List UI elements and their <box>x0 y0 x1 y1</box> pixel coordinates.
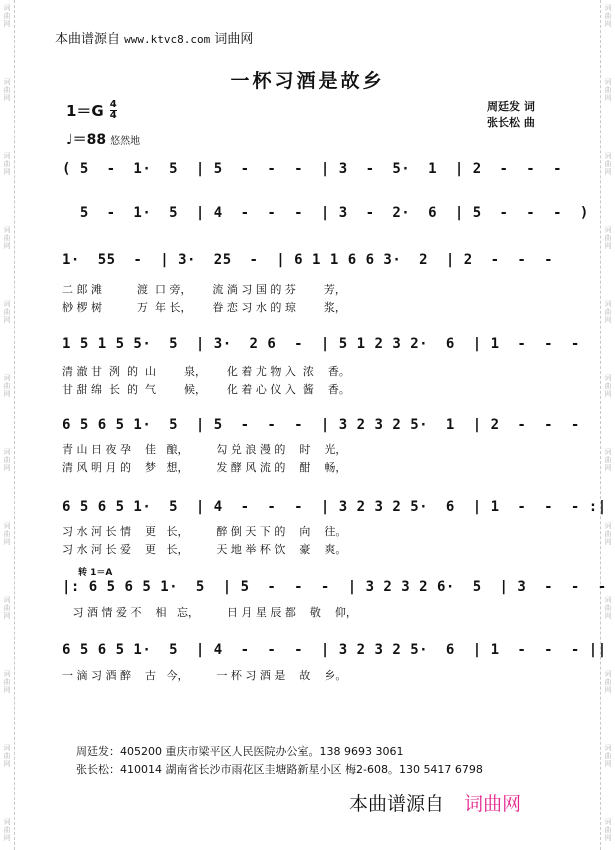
watermark-text: 词 曲 网 <box>604 522 612 546</box>
watermark-text: 词 曲 网 <box>604 670 612 694</box>
source-header <box>55 28 253 47</box>
watermark-text: 词 曲 网 <box>3 374 11 398</box>
watermark-text: 词 曲 网 <box>3 522 11 546</box>
time-signature <box>110 100 117 121</box>
watermark-text: 词 曲 网 <box>604 596 612 620</box>
watermark-text: 词 曲 网 <box>3 4 11 28</box>
watermark-text: 词 曲 网 <box>3 448 11 472</box>
key-label: 1＝G <box>66 102 104 120</box>
intro-line-2: 5 - 1· 5 | 4 - - - | 3 - 2· 6 | 5 - - - ) <box>62 205 589 221</box>
watermark-text: 词 曲 网 <box>3 152 11 176</box>
watermark-text: 词 曲 网 <box>604 226 612 250</box>
stanza-5-lyric-1: 习 酒 情 爱 不 相 忘， 日 月 星 辰 都 敬 仰， <box>62 606 357 619</box>
stanza-3-lyric-2: 清 风 明 月 的 梦 想， 发 酵 风 流 的 酣 畅， <box>62 461 347 474</box>
watermark-text: 词 曲 网 <box>604 374 612 398</box>
watermark-text: 词 曲 网 <box>604 4 612 28</box>
modulation-mark: 转 1＝A <box>78 568 113 578</box>
contact-lyricist: 周廷发：405200 重庆市梁平区人民医院办公室。138 9693 3061 <box>76 745 404 758</box>
stanza-6-notes: 6 5 6 5 1· 5 | 4 - - - | 3 2 3 2 5· 6 | 1 - - - || <box>62 642 607 658</box>
stanza-1-notes: 1· 55 - | 3· 25 - | 6 1 1 6 6 3· 2 | 2 - - - <box>62 252 554 268</box>
time-bottom: 4 <box>109 110 117 121</box>
tempo-value: ♩＝88 <box>66 132 107 148</box>
time-top: 4 <box>109 99 117 110</box>
credits <box>487 99 535 131</box>
key-signature <box>66 100 117 121</box>
right-watermark-strip <box>600 0 615 850</box>
stanza-5-notes: |: 6 5 6 5 1· 5 | 5 - - - | 3 2 3 2 6· 5 | 3 - - - <box>62 579 607 595</box>
song-title: 一杯习酒是故乡 <box>230 70 385 92</box>
footer-source-label: 本曲谱源自 <box>349 793 445 815</box>
stanza-6-lyric-1: 一 滴 习 酒 醉 古 今， 一 杯 习 酒 是 故 乡。 <box>62 669 347 682</box>
watermark-text: 词 曲 网 <box>3 670 11 694</box>
stanza-2-lyric-2: 甘 甜 绵 长 的 气 候， 化 着 心 仪 入 酱 香。 <box>62 383 350 396</box>
watermark-text: 词 曲 网 <box>3 300 11 324</box>
watermark-text: 词 曲 网 <box>3 226 11 250</box>
watermark-text: 词 曲 网 <box>3 596 11 620</box>
watermark-text: 词 曲 网 <box>604 152 612 176</box>
source-site-name: 本曲谱源自 <box>55 32 121 47</box>
stanza-1-lyric-1: 二 郎 滩 渡 口 旁， 流 淌 习 国 的 芬 芳， <box>62 283 346 296</box>
contact-info <box>76 743 483 779</box>
stanza-2-lyric-1: 清 澈 甘 洌 的 山 泉， 化 着 尤 物 入 浓 香。 <box>62 365 350 378</box>
watermark-text: 词 曲 网 <box>604 78 612 102</box>
lyricist-credit: 周廷发 词 <box>487 100 535 113</box>
composer-credit: 张长松 曲 <box>487 116 535 129</box>
watermark-text: 词 曲 网 <box>3 78 11 102</box>
watermark-text: 词 曲 网 <box>604 744 612 768</box>
stanza-4-lyric-1: 习 水 河 长 情 更 长， 醉 倒 天 下 的 向 往。 <box>62 525 347 538</box>
tempo-expression: 悠然地 <box>110 136 141 147</box>
stanza-4-notes: 6 5 6 5 1· 5 | 4 - - - | 3 2 3 2 5· 6 | 1 - - - :| <box>62 499 607 515</box>
stanza-3-notes: 6 5 6 5 1· 5 | 5 - - - | 3 2 3 2 5· 1 | 2 - - - <box>62 417 580 433</box>
intro-line-1: ( 5 - 1· 5 | 5 - - - | 3 - 5· 1 | 2 - - - <box>62 161 563 177</box>
source-url[interactable]: www.ktvc8.com <box>124 33 211 46</box>
stanza-4-lyric-2: 习 水 河 长 爱 更 长， 天 地 举 杯 饮 豪 爽。 <box>62 543 347 556</box>
watermark-text: 词 曲 网 <box>604 448 612 472</box>
source-site-label: 词曲网 <box>214 32 254 47</box>
tempo-marking <box>66 129 140 149</box>
watermark-text: 词 曲 网 <box>3 818 11 842</box>
stanza-3-lyric-1: 青 山 日 夜 孕 佳 酿， 勾 兑 浪 漫 的 时 光， <box>62 443 347 456</box>
contact-composer: 张长松：410014 湖南省长沙市雨花区圭塘路新星小区 梅2-608。130 5417 6798 <box>76 763 483 776</box>
watermark-text: 词 曲 网 <box>604 300 612 324</box>
footer-source <box>349 789 521 816</box>
watermark-text: 词 曲 网 <box>3 744 11 768</box>
left-watermark-strip <box>0 0 15 850</box>
footer-site-label: 词曲网 <box>464 793 522 815</box>
stanza-2-notes: 1 5 1 5 5· 5 | 3· 2 6 - | 5 1 2 3 2· 6 | 1 - - - <box>62 336 580 352</box>
watermark-text: 词 曲 网 <box>604 818 612 842</box>
stanza-1-lyric-2: 桫 椤 树 万 年 长， 眷 恋 习 水 的 琼 浆， <box>62 301 346 314</box>
